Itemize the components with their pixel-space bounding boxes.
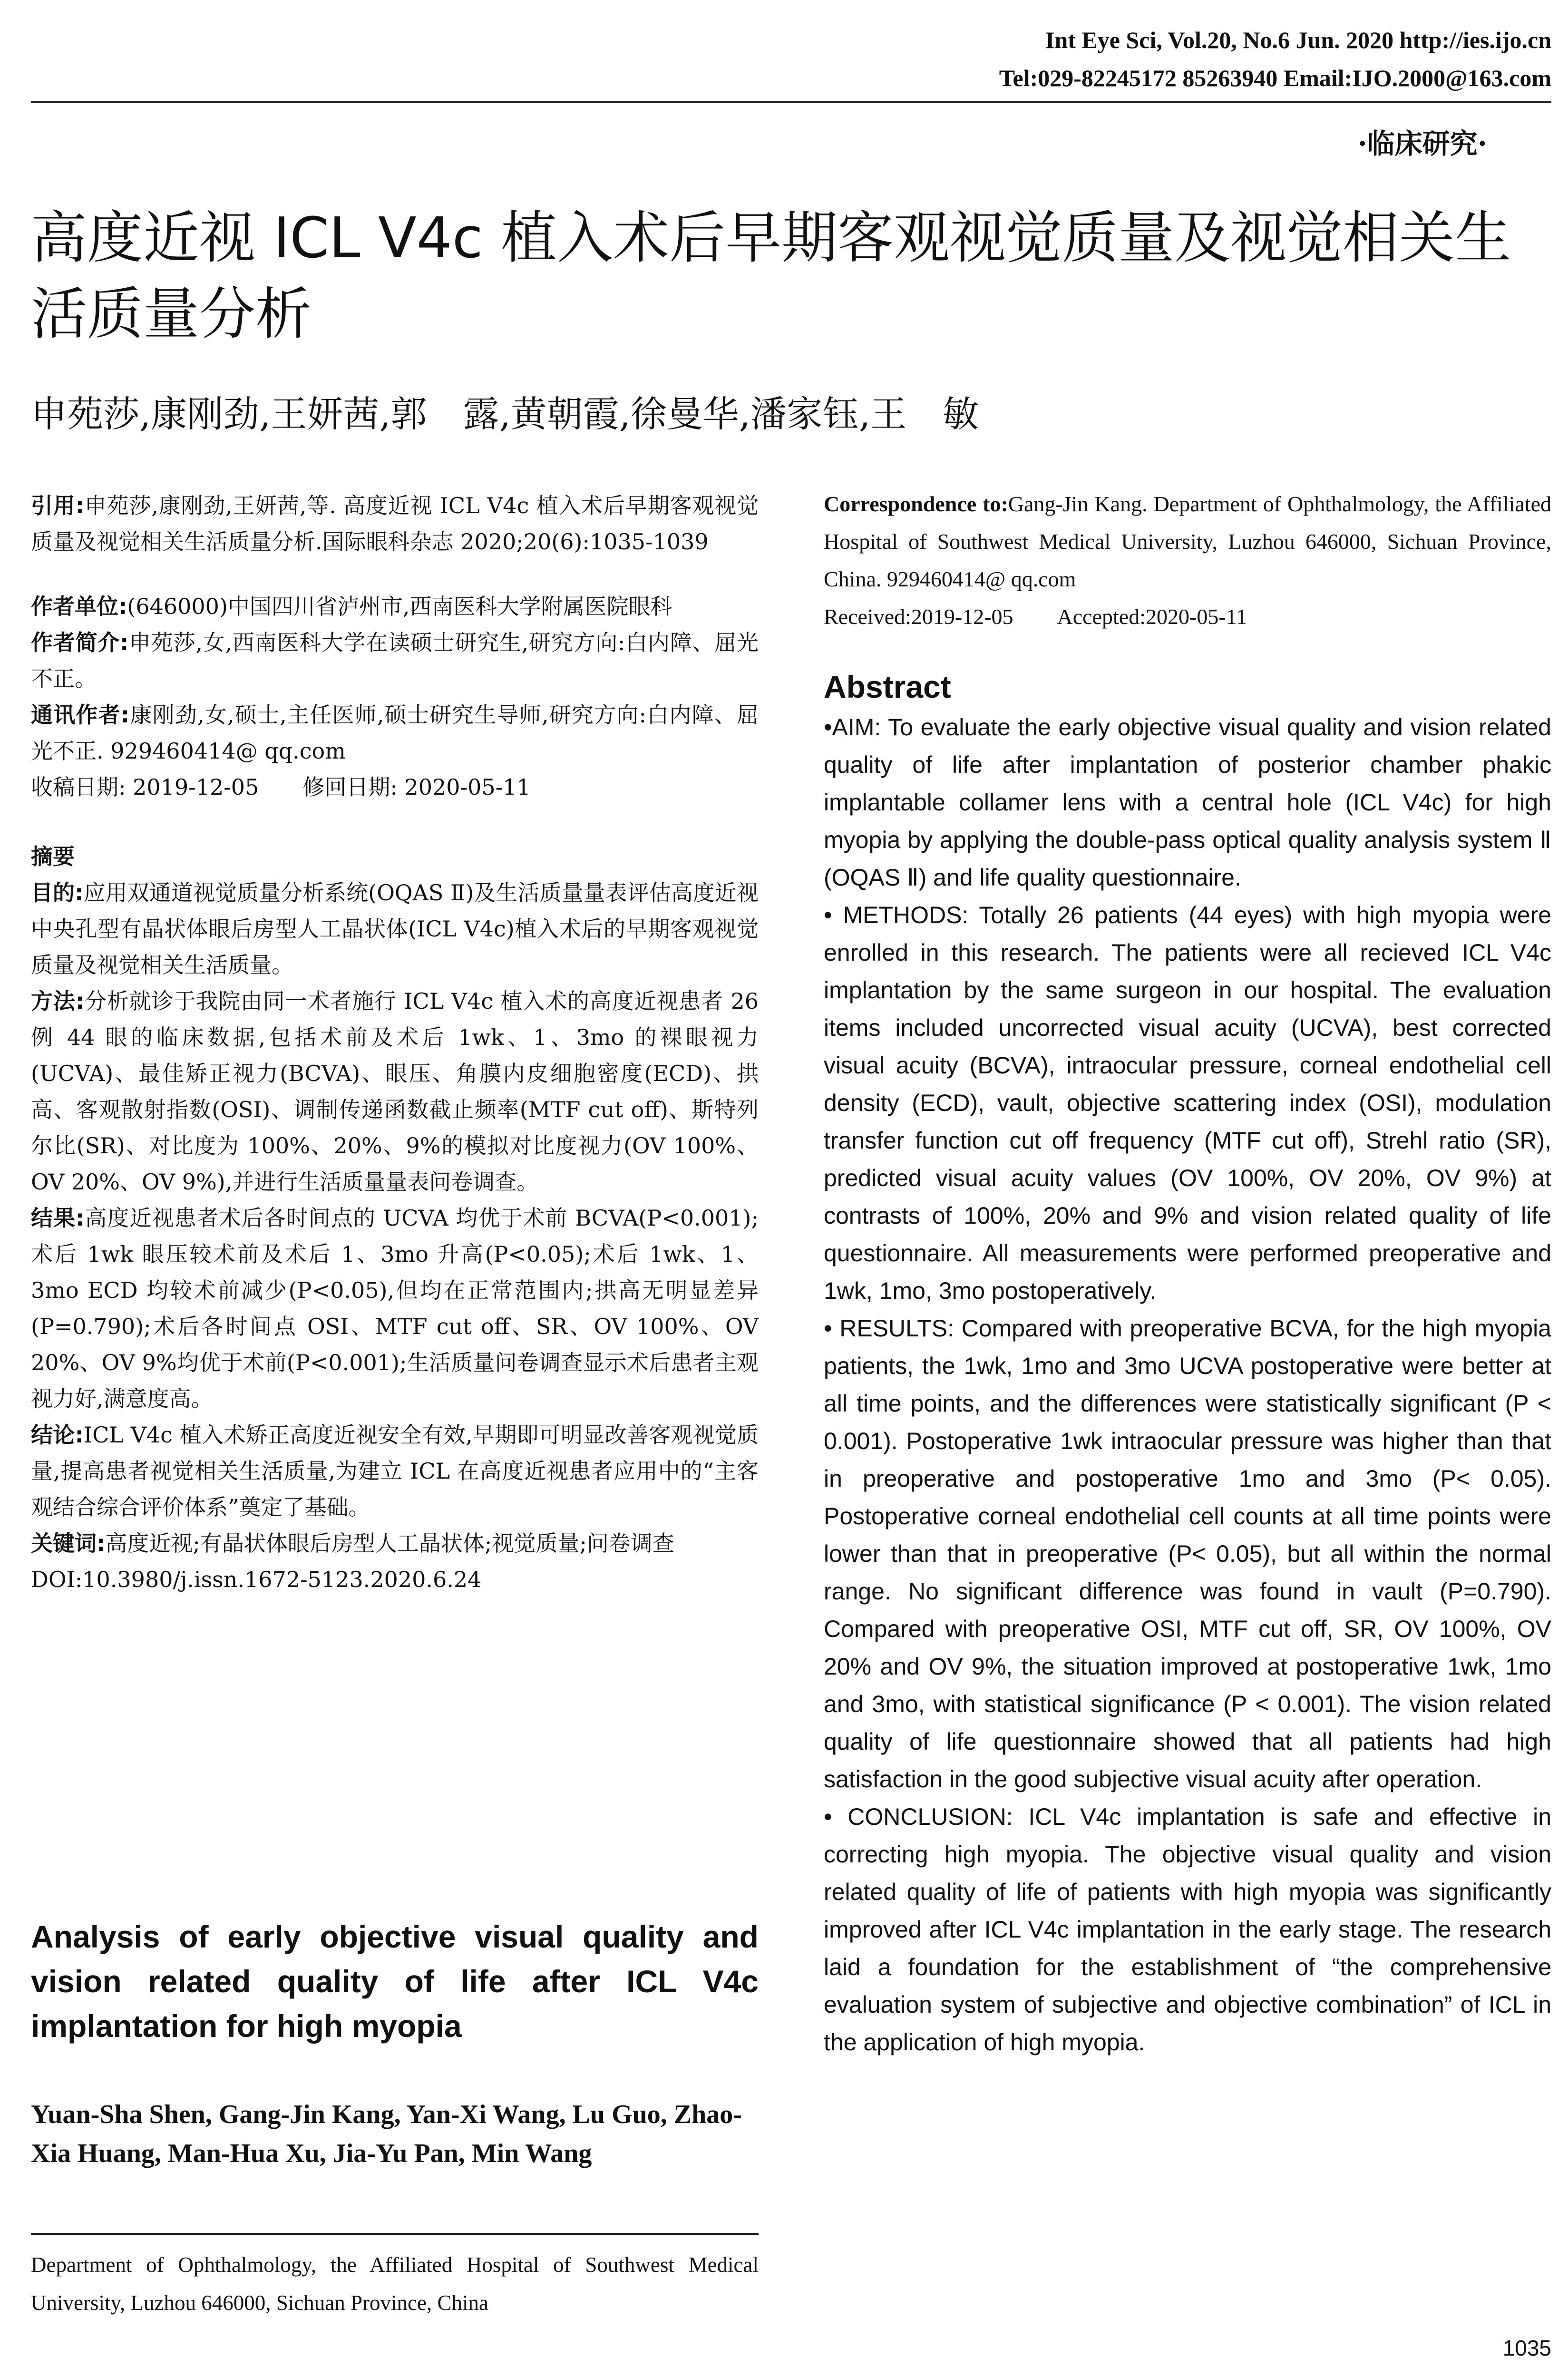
methods-text-cn: 分析就诊于我院由同一术者施行 ICL V4c 植入术的高度近视患者 26 例 44 眼的临床数据,包括术前及术后 1wk、1、3mo 的裸眼视力(UCVA)、最佳矫正视力(BCVA)、眼压、角膜内皮细胞密度(ECD)、拱高、客观散射指数(OSI)、调制传递函数截止频率(MTF cut off)、斯特列尔比(SR)、对比度为 100%、20%、9%的模拟对比度视力(OV 100%、OV 20%、OV 9%),并进行生活质量量表问卷调查。 — [31, 988, 759, 1195]
journal-info-line: Int Eye Sci, Vol.20, No.6 Jun. 2020 http://ies.ijo.cn — [1045, 27, 1551, 53]
corresponding-author-label: 通讯作者: — [31, 702, 130, 728]
correspondence-text-en: Gang-Jin Kang. Department of Ophthalmology, the Affiliated Hospital of Southwest Medical University, Luzhou 646000, Sichuan Province, China. 929460414@ qq.com — [824, 492, 1551, 591]
received-accepted-en: Received:2019-12-05 Accepted:2020-05-11 — [824, 604, 1247, 629]
author-list-en: Yuan-Sha Shen, Gang-Jin Kang, Yan-Xi Wang, Lu Guo, Zhao-Xia Huang, Man-Hua Xu, Jia-Yu Pan, Min Wang — [31, 2100, 742, 2168]
keywords-text-cn: 高度近视;有晶状体眼后房型人工晶状体;视觉质量;问卷调查 — [105, 1530, 674, 1556]
author-bio-label: 作者简介: — [31, 630, 129, 655]
citation-label: 引用: — [31, 493, 84, 518]
conclusion-text-cn: ICL V4c 植入术矫正高度近视安全有效,早期即可明显改善客观视觉质量,提高患者视觉相关生活质量,为建立 ICL 在高度近视患者应用中的“主客观结合综合评价体系”奠定了基础。 — [31, 1422, 759, 1520]
abstract-methods-en: • METHODS: Totally 26 patients (44 eyes) with high myopia were enrolled in this research. The patients were all recieved ICL V4c implantation by the same surgeon in our hospital. The evaluation items included uncorrected visual acuity (UCVA), best corrected visual acuity (BCVA), intraocular pressure, corneal endothelial cell density (ECD), vault, objective scattering index (OSI), modulation transfer function cut off frequency (MTF cut off), Strehl ratio (SR), predicted visual acuity values (OV 100%, OV 20%, OV 9%) at contrasts of 100%, 20% and 9% and vision related quality of life questionnaire. All measurements were performed preoperative and 1wk, 1mo, 3mo postoperatively. — [824, 902, 1551, 1304]
aim-label-cn: 目的: — [31, 880, 84, 906]
author-bio-text: 申苑莎,女,西南医科大学在读硕士研究生,研究方向:白内障、屈光不正。 — [31, 630, 759, 692]
author-unit-text: (646000)中国四川省泸州市,西南医科大学附属医院眼科 — [127, 594, 672, 619]
citation-text: 申苑莎,康刚劲,王妍茜,等. 高度近视 ICL V4c 植入术后早期客观视觉质量及视觉相关生活质量分析.国际眼科杂志 2020;20(6):1035-1039 — [31, 493, 759, 555]
results-label-cn: 结果: — [31, 1205, 85, 1231]
article-title: 高度近视 ICL V4c 植入术后早期客观视觉质量及视觉相关生活质量分析 — [31, 205, 1511, 347]
english-title: Analysis of early objective visual quality and vision related quality of life after ICL V4c implantation for high myopia — [31, 1919, 759, 2044]
keywords-cn — [31, 1525, 759, 1561]
correspondence-label-en: Correspondence to: — [824, 492, 1008, 516]
right-column — [824, 485, 1551, 2061]
citation-block — [31, 487, 759, 560]
received-dates-cn: 收稿日期: 2019-12-05 修回日期: 2020-05-11 — [31, 774, 531, 800]
abstract-results-cn — [31, 1200, 759, 1417]
corresponding-author-text: 康刚劲,女,硕士,主任医师,硕士研究生导师,研究方向:白内障、屈光不正. 929460414@ qq.com — [31, 702, 759, 764]
corresponding-author — [31, 697, 759, 769]
left-column — [31, 487, 759, 1598]
author-bio — [31, 624, 759, 697]
abstract-aim-en: •AIM: To evaluate the early objective visual quality and vision related quality of life after implantation of posterior chamber phakic implantable collamer lens with a central hole (ICL V4c) for high myopia by applying the double-pass optical quality analysis system Ⅱ (OQAS Ⅱ) and life quality questionnaire. — [824, 714, 1551, 891]
abstract-results-en: • RESULTS: Compared with preoperative BCVA, for the high myopia patients, the 1wk, 1mo and 3mo UCVA postoperative were better at all time points, and the differences were statistically significant (P < 0.001). Postoperative 1wk intraocular pressure was higher than that in preoperative and postoperative 1mo and 3mo (P< 0.05). Postoperative corneal endothelial cell counts at all time points were lower than that in preoperative (P< 0.05), but all within the normal range. No significant difference was found in vault (P=0.790). Compared with preoperative OSI, MTF cut off, SR, OV 100%, OV 20% and OV 9%, the situation improved at postoperative 1wk, 1mo and 3mo, with statistical significance (P < 0.001). The vision related quality of life questionnaire showed that all patients had high satisfaction in the good subjective visual acuity after operation. — [824, 1315, 1551, 1792]
abstract-aim-cn — [31, 875, 759, 983]
results-text-cn: 高度近视患者术后各时间点的 UCVA 均优于术前 BCVA(P<0.001);术后 1wk 眼压较术前及术后 1、3mo 升高(P<0.05);术后 1wk、1、3mo ECD 均较术前减少(P<0.05),但均在正常范围内;拱高无明显差异(P=0.790);术后各时间点 OSI、MTF cut off、SR、OV 100%、OV 20%、OV 9%均优于术前(P<0.001);生活质量问卷调查显示术后患者主观视力好,满意度高。 — [31, 1205, 759, 1412]
abstract-methods-cn — [31, 983, 759, 1200]
affiliation-en: Department of Ophthalmology, the Affiliated Hospital of Southwest Medical University, Luzhou 646000, Sichuan Province, China — [31, 2253, 759, 2315]
affiliation-rule — [31, 2233, 759, 2235]
conclusion-label-cn: 结论: — [31, 1422, 84, 1448]
author-unit — [31, 588, 759, 624]
keywords-label-cn: 关键词: — [31, 1530, 106, 1556]
header-rule — [31, 101, 1551, 103]
aim-text-cn: 应用双通道视觉质量分析系统(OQAS Ⅱ)及生活质量量表评估高度近视中央孔型有晶状体眼后房型人工晶状体(ICL V4c)植入术后的早期客观视觉质量及视觉相关生活质量。 — [31, 880, 759, 978]
journal-contact-line: Tel:029-82245172 85263940 Email:IJO.2000@163.com — [999, 65, 1551, 91]
abstract-conclusion-en: • CONCLUSION: ICL V4c implantation is safe and effective in correcting high myopia. The objective visual quality and vision related quality of life of patients with high myopia was significantly improved after ICL V4c implantation in the early stage. The research laid a foundation for the establishment of “the comprehensive evaluation system of subjective and objective combination” of ICL in the application of high myopia. — [824, 1803, 1551, 2056]
abstract-heading-en: Abstract — [824, 669, 951, 704]
page-number: 1035 — [1502, 2336, 1551, 2360]
abstract-heading-cn: 摘要 — [31, 844, 75, 869]
author-list-cn: 申苑莎,康刚劲,王妍茜,郭 露,黄朝霞,徐曼华,潘家钰,王 敏 — [31, 393, 979, 435]
methods-label-cn: 方法: — [31, 988, 85, 1014]
author-unit-label: 作者单位: — [31, 594, 127, 619]
section-label: ·临床研究· — [1357, 127, 1487, 160]
correspondence-en — [824, 485, 1551, 598]
doi: DOI:10.3980/j.issn.1672-5123.2020.6.24 — [31, 1567, 482, 1592]
abstract-conclusion-cn — [31, 1417, 759, 1525]
